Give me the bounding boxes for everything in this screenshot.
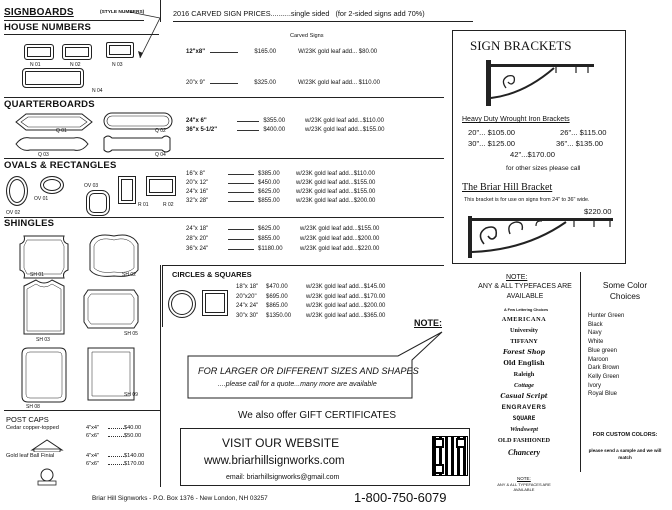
label-ov02: OV 02 [6, 210, 21, 216]
house-number-shape-n01 [24, 44, 54, 60]
quarter-row-1-size: 24"x 6" [186, 118, 207, 124]
color-royal-blue: Royal Blue [588, 391, 618, 398]
typeface-list [474, 316, 574, 460]
house-row-1 [186, 49, 377, 55]
label-r01: R 01 [138, 202, 149, 208]
oval-row-4-gold: w/23K gold leaf add...$200.00 [296, 198, 376, 204]
postcap-row-3-size: 4"x4" [86, 453, 99, 459]
label-sh05: SH 05 [124, 331, 138, 337]
label-sh02: SH 02 [122, 272, 136, 278]
gift-certificates: We also offer GIFT CERTIFICATES [238, 410, 397, 421]
oval-row-3-gold: w/23K gold leaf add...$155.00 [296, 189, 376, 195]
typeface-casual-script: Casual Script [500, 393, 548, 400]
shingle-row-3-price: $1180.00 [258, 246, 283, 252]
circle-shape [168, 290, 196, 318]
house-numbers-heading: HOUSE NUMBERS [4, 22, 92, 33]
brackets-subtitle: Heavy Duty Wrought Iron Brackets [462, 116, 570, 123]
typeface-square: SQUARE [512, 415, 536, 422]
oval-row-4 [186, 197, 375, 206]
postcap-row-4-price: $170.00 [124, 460, 145, 467]
circle-row-1-size: 18"x 18" [236, 284, 259, 290]
oval-row-3-price: $625.00 [258, 189, 280, 195]
shingles-rows [186, 224, 379, 254]
postcaps-rows [6, 425, 141, 440]
color-navy: Navy [588, 330, 602, 337]
label-q04: Q 04 [155, 152, 166, 158]
footer-address: Briar Hill Signworks - P.O. Box 1376 - New London, NH 03257 [92, 495, 268, 502]
label-n01: N 01 [30, 62, 41, 68]
oval-row-4-price: $855.00 [258, 198, 280, 204]
briar-bracket-title: The Briar Hill Bracket [462, 182, 553, 193]
prices-underline [173, 21, 473, 22]
circle-row-4 [236, 312, 385, 322]
label-sh08: SH 08 [26, 404, 40, 410]
note-line-1: FOR LARGER OR DIFFERENT SIZES AND SHAPES [198, 366, 419, 376]
postcaps-rows-2 [6, 453, 144, 468]
color-ivory: Ivory [588, 382, 602, 389]
postcap-row-1 [6, 425, 141, 433]
label-q02: Q 02 [155, 128, 166, 134]
circle-row-3-size: 24"x 24" [236, 303, 259, 309]
typeface-chancery: Chancery [508, 448, 540, 457]
signboards-heading: SIGNBOARDS [4, 7, 74, 18]
shingle-row-3-size: 36"x 24" [186, 246, 209, 252]
circle-row-3-gold: w/23K gold leaf add...$200.00 [306, 303, 386, 309]
postcap-row-2-size: 6"x6" [86, 432, 99, 439]
colors-box [580, 272, 581, 472]
ovals-heading: OVALS & RECTANGLES [4, 160, 117, 171]
color-kelly-green: Kelly Green [588, 373, 620, 380]
bracket-price-42: 42"...$170.00 [510, 150, 555, 159]
house-number-shape-n02 [62, 44, 92, 60]
postcaps-top-rule [4, 410, 160, 411]
typeface-americana: AMERICANA [501, 316, 547, 323]
typefaces-bottom-text: ANY & ALL TYPEFACES ARE AVAILABLE [497, 482, 551, 492]
circle-row-4-price: $1350.00 [266, 312, 292, 319]
website-email[interactable]: email: briarhillsignworks@gmail.com [226, 474, 340, 481]
quarter-section-divider [4, 158, 444, 159]
typeface-forest-shop: Forest Shop [502, 349, 546, 356]
shingle-row-3-gold: w/23K gold leaf add...$220.00 [300, 246, 380, 252]
quarter-row-2 [186, 127, 384, 133]
label-sh01: SH 01 [30, 272, 44, 278]
circle-row-1 [236, 283, 385, 293]
bracket-price-36: 36"... $135.00 [556, 139, 604, 148]
carved-signs-caption: Carved Signs [290, 33, 324, 39]
rect-shape-r01 [118, 176, 136, 204]
oval-row-4-size: 32"x 28" [186, 198, 209, 204]
typefaces-sub: A Few Lettering Choices [504, 308, 549, 312]
postcap-row-1-price: $40.00 [124, 425, 142, 431]
postcaps-right-rule [160, 265, 161, 487]
house-row-1-price: $165.00 [254, 49, 277, 55]
qr-code-icon [432, 436, 468, 476]
typeface-old-english: Old English [503, 360, 545, 367]
colors-title: Some Color Choices [602, 280, 648, 301]
postcap-row-3-name: Gold leaf Ball Finial [6, 453, 55, 459]
website-title: VISIT OUR WEBSITE [222, 436, 340, 450]
typefaces-note: NOTE: [506, 274, 528, 281]
typeface-old-fashioned: OLD FASHIONED [497, 437, 551, 444]
circle-row-2-size: 20"x20" [236, 293, 257, 300]
oval-row-3-size: 24"x 16" [186, 189, 209, 195]
style-arrow [128, 10, 168, 62]
label-n03: N 03 [112, 62, 123, 68]
postcaps-heading: POST CAPS [6, 415, 49, 424]
oval-row-1-gold: w/23K gold leaf add...$110.00 [296, 171, 375, 177]
footer-phone[interactable]: 1-800-750-6079 [354, 490, 447, 505]
oval-row-2-price: $450.00 [258, 180, 280, 186]
oval-row-2-size: 20"x 12" [186, 180, 209, 186]
typeface-engravers: ENGRAVERS [501, 404, 547, 411]
shingle-row-1-size: 24"x 18" [186, 226, 209, 232]
postcap-row-2 [6, 433, 141, 441]
circle-row-2-gold: w/23K gold leaf add...$170.00 [306, 293, 386, 300]
oval-row-1 [186, 170, 375, 179]
quarter-row-1-price: $355.00 [263, 118, 286, 124]
style-numbers-label: (STYLE NUMBERS) [100, 10, 145, 15]
postcap-row-2-price: $50.00 [124, 432, 142, 439]
label-sh03: SH 03 [36, 337, 50, 343]
postcap-row-3 [6, 453, 144, 461]
bracket-price-30: 30"... $125.00 [468, 139, 516, 148]
quarter-row-1-gold: w/23K gold leaf add...$110.00 [305, 118, 384, 124]
postcap-row-1-name: Cedar copper-topped [6, 425, 59, 431]
label-q01: Q 01 [56, 128, 67, 134]
color-black: Black [588, 321, 603, 328]
colors-custom-title: FOR CUSTOM COLORS: [592, 432, 658, 438]
color-maroon: Maroon [588, 356, 609, 363]
label-ov01: OV 01 [34, 196, 49, 202]
house-row-1-size: 12"x8" [186, 49, 206, 55]
shingles-heading: SHINGLES [4, 218, 55, 229]
quarter-row-2-gold: w/23K gold leaf add...$155.00 [305, 127, 385, 133]
prices-note: (for 2-sided signs add 70%) [335, 9, 425, 18]
circles-heading: CIRCLES & SQUARES [172, 270, 252, 279]
house-section-divider [4, 97, 444, 98]
color-white: White [588, 339, 604, 346]
circle-row-1-gold: w/23K gold leaf add...$145.00 [306, 284, 386, 290]
quarterboard-shapes [12, 110, 177, 158]
house-row-1-gold: W/23K gold leaf add... $80.00 [298, 49, 378, 55]
label-r02: R 02 [163, 202, 174, 208]
circle-row-4-size: 30"x 30" [236, 312, 259, 319]
circle-row-2 [236, 293, 385, 303]
shingle-row-2-price: $855.00 [258, 236, 280, 242]
header-underline [4, 20, 144, 21]
label-ov03: OV 03 [84, 183, 99, 189]
cedar-cap-icon [30, 438, 64, 452]
quarter-row-2-size: 36"x 5-1/2" [186, 127, 218, 133]
rect-shape-r02 [146, 176, 176, 196]
house-row-2-gold: W/23K gold leaf add... $110.00 [297, 80, 380, 86]
house-row-2-price: $325.00 [254, 80, 276, 86]
color-blue-green: Blue green [588, 347, 618, 354]
shingle-shapes [14, 230, 164, 410]
house-number-shape-n04 [22, 68, 84, 88]
shingle-row-2 [186, 234, 379, 244]
postcap-row-4 [6, 461, 144, 469]
wrought-iron-bracket-icon [484, 58, 596, 108]
bracket-price-26: 26"... $115.00 [560, 128, 607, 137]
typeface-university: University [510, 327, 538, 334]
typefaces-heading: ANY & ALL TYPEFACES ARE AVAILABLE [478, 283, 572, 300]
brackets-title: SIGN BRACKETS [470, 38, 572, 53]
colors-custom-text: please send a sample and we will match [588, 448, 662, 460]
briar-bracket-desc: This bracket is for use on signs from 24" to 36" wide. [464, 197, 590, 203]
briar-bracket-price: $220.00 [584, 207, 612, 216]
ovals-section-divider [4, 217, 444, 218]
postcap-row-3-price: $140.00 [124, 453, 145, 459]
shingle-row-1 [186, 224, 379, 234]
note-label: NOTE: [414, 318, 442, 328]
typefaces-bottom-note: NOTE: [517, 476, 531, 481]
oval-row-1-size: 16"x 8" [186, 171, 205, 177]
ball-finial-icon [34, 468, 60, 486]
shingle-row-1-gold: w/23K gold leaf add...$155.00 [300, 226, 380, 232]
circle-row-4-gold: w/23K gold leaf add...$365.00 [306, 312, 386, 319]
oval-row-2-gold: w/23K gold leaf add...$155.00 [296, 180, 376, 186]
postcap-row-1-size: 4"x4" [86, 425, 99, 431]
typeface-tiffany: TIFFANY [510, 338, 538, 345]
briar-bracket-icon [466, 214, 616, 260]
typeface-cottage: Cottage [514, 382, 534, 389]
prices-title [173, 9, 425, 18]
quarter-row-2-price: $400.00 [263, 127, 286, 133]
shingle-row-2-gold: w/23K gold leaf add...$200.00 [300, 236, 380, 242]
oval-shape-ov03 [86, 190, 110, 216]
color-dark-brown: Dark Brown [588, 365, 620, 372]
circle-row-1-price: $470.00 [266, 284, 288, 290]
ovals-rows [186, 170, 375, 206]
label-n04: N 04 [92, 88, 103, 94]
typeface-windswept: Windswept [509, 426, 539, 433]
house-row-2 [186, 80, 380, 86]
shingle-row-3 [186, 244, 379, 254]
note-line-2: ....please call for a quote...many more are available [218, 381, 377, 388]
house-number-shape-n03 [106, 42, 134, 58]
shingle-row-1-price: $625.00 [258, 226, 280, 232]
website-url[interactable]: www.briarhillsignworks.com [204, 455, 345, 467]
label-n02: N 02 [70, 62, 81, 68]
oval-shape-ov01 [40, 176, 64, 194]
circle-row-3 [236, 302, 385, 312]
oval-row-1-price: $385.00 [258, 171, 280, 177]
typeface-raleigh: Raleigh [513, 371, 535, 378]
postcap-row-4-size: 6"x6" [86, 460, 99, 467]
oval-row-2 [186, 179, 375, 188]
circle-row-2-price: $695.00 [266, 293, 288, 300]
quarterboards-heading: QUARTERBOARDS [4, 99, 95, 110]
shingle-row-2-size: 28"x 20" [186, 236, 209, 242]
oval-shape-ov02 [6, 176, 28, 206]
label-q03: Q 03 [38, 152, 49, 158]
oval-row-3 [186, 188, 375, 197]
color-list [588, 312, 624, 399]
brackets-other-sizes: for other sizes please call [506, 165, 581, 172]
label-sh09: SH 09 [124, 392, 138, 398]
circle-row-3-price: $865.00 [266, 303, 288, 309]
quarter-row-1 [186, 118, 384, 124]
square-shape [202, 290, 228, 316]
prices-title-text: 2016 CARVED SIGN PRICES..........single sided [173, 9, 330, 18]
circles-rows [236, 283, 385, 321]
bracket-price-20: 20"... $105.00 [468, 128, 516, 137]
color-hunter-green: Hunter Green [588, 313, 625, 319]
house-row-2-size: 20"x 9" [186, 80, 205, 86]
